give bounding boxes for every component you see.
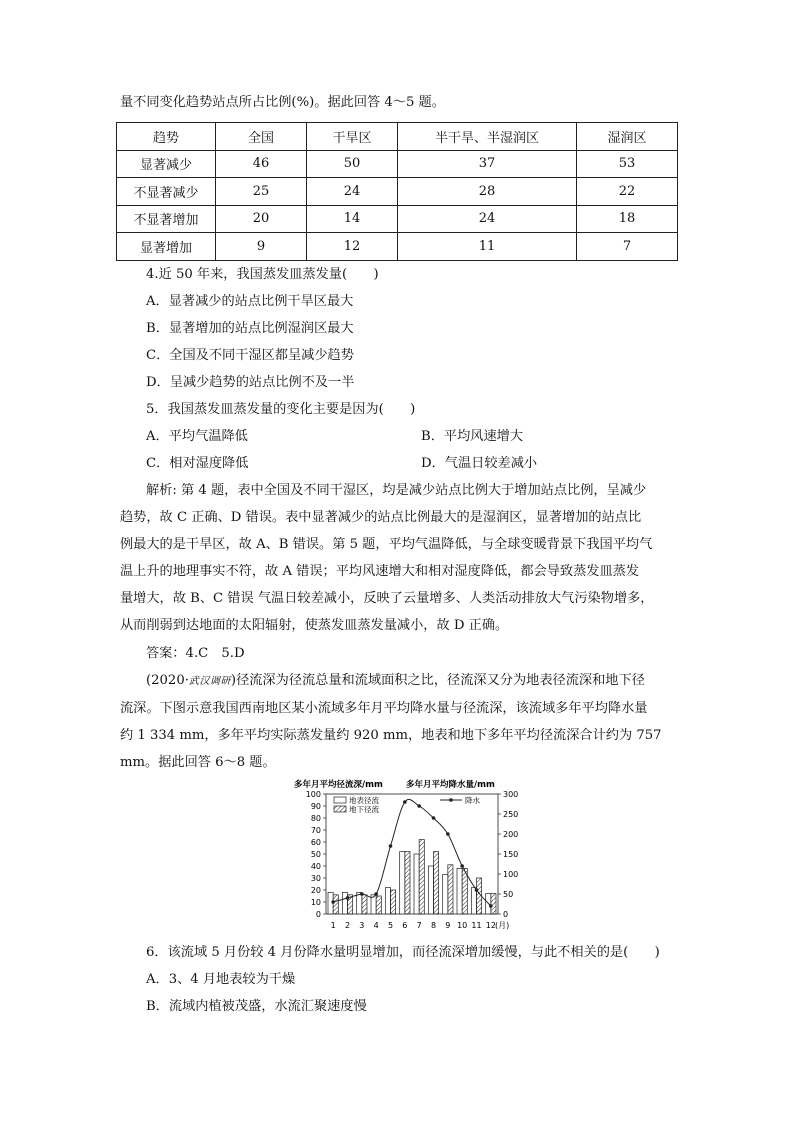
groundwater-runoff-bar (434, 852, 439, 914)
precipitation-point (403, 800, 407, 804)
x-tick-label: 6 (402, 921, 408, 930)
precipitation-point (331, 900, 335, 904)
x-tick-label: 11 (471, 921, 482, 930)
groundwater-runoff-bar (419, 840, 424, 914)
surface-runoff-bar (385, 888, 390, 914)
table-cell: 22 (577, 178, 678, 206)
x-tick-label: 7 (416, 921, 422, 930)
right-tick-label: 100 (503, 870, 519, 879)
table-cell: 9 (216, 233, 307, 261)
left-tick-label: 50 (310, 850, 321, 859)
groundwater-runoff-bar (333, 895, 338, 914)
q4-option-c: C．全国及不同干湿区都呈减少趋势 (146, 348, 354, 363)
x-tick-label: 12 (485, 921, 496, 930)
left-tick-label: 80 (310, 814, 321, 823)
chart-right-title: 多年月平均降水量/mm (406, 780, 495, 790)
left-axis (306, 790, 326, 919)
table-cell: 53 (577, 150, 678, 178)
legend (334, 795, 480, 814)
x-tick-label: 9 (445, 921, 451, 930)
q4-option-d: D．呈减少趋势的站点比例不及一半 (146, 375, 355, 390)
right-axis (498, 790, 518, 919)
table-cell: 28 (398, 178, 577, 206)
table-cell: 12 (307, 233, 398, 261)
question-5-stem: 5．我国蒸发皿蒸发量的变化主要是因为( ) (146, 402, 416, 417)
legend-precip-marker (449, 798, 453, 802)
table-cell: 20 (216, 205, 307, 233)
header-cell: 全国 (216, 123, 307, 151)
header-cell: 干旱区 (307, 123, 398, 151)
runoff-precipitation-chart (290, 772, 530, 934)
table-cell: 18 (577, 205, 678, 233)
passage-text: 径流深为径流总量和流域面积之比，径流深又分为地表径流深和地下径 (236, 673, 645, 688)
right-tick-label: 0 (503, 910, 509, 919)
precipitation-series (331, 799, 492, 907)
q5-option-d: D．气温日较差减小 (421, 456, 538, 471)
surface-runoff-bar (428, 866, 433, 914)
x-axis (331, 921, 496, 930)
source-stamp: 武汉调研 (188, 676, 231, 687)
analysis-line: 温上升的地理事实不符，故 A 错误；平均风速增大和相对湿度降低，都会导致蒸发皿蒸发 (120, 564, 640, 579)
passage-first-line (146, 672, 645, 691)
left-tick-label: 60 (310, 838, 321, 847)
x-tick-label: 1 (330, 921, 336, 930)
q6-option-b: B．流域内植被茂盛，水流汇聚速度慢 (146, 999, 367, 1014)
answer-line: 答案：4.C 5.D (146, 646, 245, 661)
surface-runoff-bar (443, 874, 448, 914)
table-row (117, 178, 678, 206)
table-cell: 50 (307, 150, 398, 178)
analysis-line: 例最大的是干旱区，故 A、B 错误。第 5 题，平均气温降低，与全球变暖背景下我国平均气 (120, 537, 653, 552)
source-year: (2020· (146, 673, 189, 688)
chart-left-title: 多年月平均径流深/mm (294, 780, 383, 790)
right-tick-label: 50 (503, 890, 514, 899)
x-tick-label: 4 (373, 921, 379, 930)
groundwater-runoff-bar (448, 865, 453, 914)
table-header-row (117, 123, 678, 151)
source-close: ) (230, 673, 237, 688)
x-tick-label: 10 (457, 921, 468, 930)
left-tick-label: 30 (310, 874, 321, 883)
table-cell: 不显著增加 (117, 205, 216, 233)
q5-option-b: B．平均风速增大 (421, 429, 524, 444)
right-tick-label: 200 (503, 830, 519, 839)
q6-option-a: A．3、4 月地表较为干燥 (146, 972, 296, 987)
table-cell: 显著减少 (117, 150, 216, 178)
legend-surface-label: 地表径流 (349, 796, 379, 805)
x-tick-label: 3 (359, 921, 365, 930)
question-6-stem: 6．该流域 5 月份较 4 月份降水量明显增加，而径流深增加缓慢，与此不相关的是( ) (146, 945, 660, 960)
table-cell: 14 (307, 205, 398, 233)
precipitation-point (489, 904, 493, 908)
left-tick-label: 0 (315, 910, 321, 919)
surface-runoff-bar (357, 892, 362, 914)
table-cell: 7 (577, 233, 678, 261)
q5-option-a: A．平均气温降低 (146, 429, 248, 444)
table-cell: 46 (216, 150, 307, 178)
precipitation-point (475, 888, 479, 892)
table-row (117, 205, 678, 233)
passage-line: 约 1 334 mm，多年平均实际蒸发量约 920 mm，地表和地下多年平均径流深合计约为 757 (120, 728, 662, 743)
precipitation-point (374, 892, 378, 896)
precipitation-point (446, 832, 450, 836)
precipitation-point (432, 816, 436, 820)
x-tick-label: 8 (430, 921, 437, 930)
surface-runoff-bar (414, 854, 419, 914)
table-cell: 24 (398, 205, 577, 233)
precipitation-point (346, 896, 350, 900)
table-row (117, 150, 678, 178)
right-tick-label: 300 (503, 790, 519, 799)
precipitation-point (360, 892, 364, 896)
table-cell: 11 (398, 233, 577, 261)
left-tick-label: 100 (305, 790, 321, 799)
legend-precip-label: 降水 (465, 796, 480, 805)
table-cell: 25 (216, 178, 307, 206)
analysis-line: 解析: 第 4 题，表中全国及不同干湿区，均是减少站点比例大于增加站点比例，呈减少 (146, 483, 647, 498)
left-tick-label: 10 (310, 898, 321, 907)
legend-surface-swatch (334, 797, 346, 803)
right-tick-label: 150 (503, 850, 519, 859)
passage-line: mm。据此回答 6～8 题。 (120, 755, 276, 770)
table-row (117, 233, 678, 261)
q4-option-b: B．显著增加的站点比例湿润区最大 (146, 321, 354, 336)
left-tick-label: 90 (310, 802, 321, 811)
legend-ground-label: 地下径流 (349, 805, 379, 814)
groundwater-runoff-bar (491, 894, 496, 914)
groundwater-runoff-bar (391, 890, 396, 914)
surface-runoff-bar (342, 892, 347, 914)
surface-runoff-bar (400, 852, 405, 914)
analysis-line: 量增大，故 B、C 错误 气温日较差减小，反映了云量增多、人类活动排放大气污染物增多， (120, 591, 654, 606)
analysis-line: 趋势，故 C 正确、D 错误。表中显著减少的站点比例最大的是湿润区，显著增加的站点比 (120, 510, 642, 525)
passage-line: 流深。下图示意我国西南地区某小流域多年月平均降水量与径流深，该流域多年平均降水量 (120, 701, 648, 716)
left-tick-label: 20 (310, 886, 321, 895)
q4-option-a: A．显著减少的站点比例干旱区最大 (146, 294, 354, 309)
left-tick-label: 40 (310, 862, 321, 871)
table-cell: 24 (307, 178, 398, 206)
x-tick-label: 2 (344, 921, 351, 930)
table-cell: 不显著减少 (117, 178, 216, 206)
bar-series (328, 840, 496, 914)
groundwater-runoff-bar (405, 852, 410, 914)
groundwater-runoff-bar (362, 895, 367, 914)
analysis-line: 从而削弱到达地面的太阳辐射，使蒸发皿蒸发量减小，故 D 正确。 (120, 618, 509, 633)
header-cell: 半干旱、半湿润区 (398, 123, 577, 151)
header-cell: 趋势 (117, 123, 216, 151)
x-tick-label: 5 (387, 921, 394, 930)
right-tick-label: 250 (503, 810, 519, 819)
table-cell: 显著增加 (117, 233, 216, 261)
header-cell: 湿润区 (577, 123, 678, 151)
precipitation-point (417, 804, 421, 808)
evaporation-trend-table (116, 122, 678, 261)
legend-ground-swatch (334, 806, 346, 812)
groundwater-runoff-bar (376, 896, 381, 914)
intro-text: 量不同变化趋势站点所占比例(%)。据此回答 4～5 题。 (120, 95, 445, 110)
q5-option-c: C．相对湿度降低 (146, 456, 249, 471)
left-tick-label: 70 (310, 826, 321, 835)
table-cell: 37 (398, 150, 577, 178)
x-unit-label: (月) (495, 921, 510, 930)
surface-runoff-bar (457, 868, 462, 914)
question-4-stem: 4.近 50 年来，我国蒸发皿蒸发量( ) (146, 267, 379, 282)
precipitation-point (389, 844, 393, 848)
precipitation-point (460, 864, 464, 868)
groundwater-runoff-bar (462, 868, 467, 914)
